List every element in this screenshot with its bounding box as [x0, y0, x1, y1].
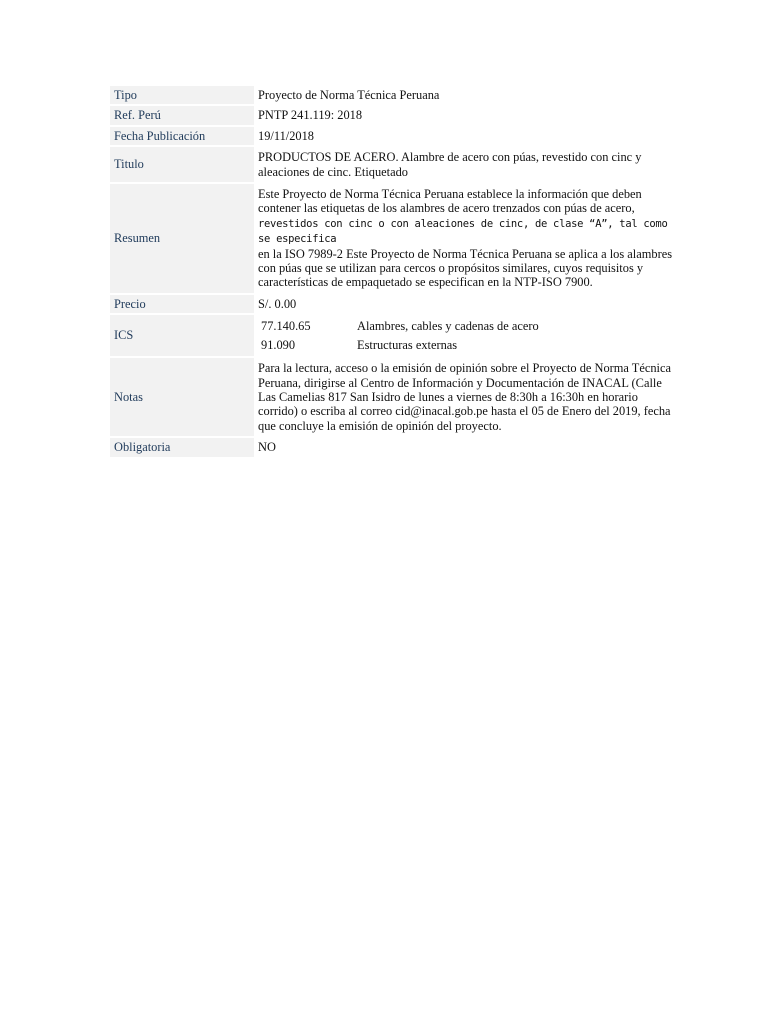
label-resumen: Resumen: [110, 183, 254, 294]
row-notas: [110, 357, 680, 437]
value-notas: Para la lectura, acceso o la emisión de opinión sobre el Proyecto de Norma Técnica Peruana, dirigirse al Centro de Información y Documentación de INACAL (Calle Las Camelias 817 San Isidro de lunes a viernes de 8:30h a 16:30h en horario corrido) o escriba al correo cid@inacal.gob.pe hasta el 05 de Enero del 2019, fecha que concluye la emisión de opinión del proyecto.: [254, 357, 680, 437]
value-titulo: PRODUCTOS DE ACERO. Alambre de acero con púas, revestido con cinc y aleaciones de cinc. Etiquetado: [254, 146, 680, 183]
row-obligatoria: [110, 437, 680, 457]
value-tipo: Proyecto de Norma Técnica Peruana: [254, 86, 680, 105]
ics-code: 77.140.65: [261, 319, 311, 334]
row-ics: [110, 314, 680, 357]
resumen-text-part1: Este Proyecto de Norma Técnica Peruana establece la información que deben contener las etiquetas de los alambres de acero trenzados con púas de acero,: [258, 187, 642, 216]
ics-code: 91.090: [261, 337, 296, 352]
resumen-text-part2: revestidos con cinc o con aleaciones de cinc, de clase “A”, tal como se especifica: [258, 217, 668, 246]
label-titulo: Titulo: [110, 146, 254, 183]
value-precio: S/. 0.00: [254, 294, 680, 314]
label-tipo: Tipo: [110, 86, 254, 105]
row-ref: [110, 105, 680, 125]
label-fecha: Fecha Publicación: [110, 126, 254, 146]
value-ref: PNTP 241.119: 2018: [254, 105, 680, 125]
ics-item: [258, 336, 539, 354]
row-titulo: [110, 146, 680, 183]
row-fecha: [110, 126, 680, 146]
label-obligatoria: Obligatoria: [110, 437, 254, 457]
ics-item: [258, 317, 539, 335]
value-fecha: 19/11/2018: [254, 126, 680, 146]
row-precio: [110, 294, 680, 314]
label-ref: Ref. Perú: [110, 105, 254, 125]
label-ics: ICS: [110, 314, 254, 357]
value-resumen: [254, 183, 680, 294]
ics-list: [258, 317, 539, 354]
value-ics: [254, 314, 680, 357]
label-precio: Precio: [110, 294, 254, 314]
row-resumen: [110, 183, 680, 294]
row-tipo: [110, 86, 680, 105]
value-obligatoria: NO: [254, 437, 680, 457]
ics-description: Estructuras externas: [357, 337, 458, 352]
label-notas: Notas: [110, 357, 254, 437]
ics-description: Alambres, cables y cadenas de acero: [357, 319, 539, 334]
resumen-text-part3: en la ISO 7989-2 Este Proyecto de Norma Técnica Peruana se aplica a los alambres con púas que se utilizan para cercos o propósitos similares, cuyos requisitos y características de empaquetado se especifican en la NTP-ISO 7900.: [258, 246, 673, 290]
standard-info-table: [110, 86, 680, 459]
